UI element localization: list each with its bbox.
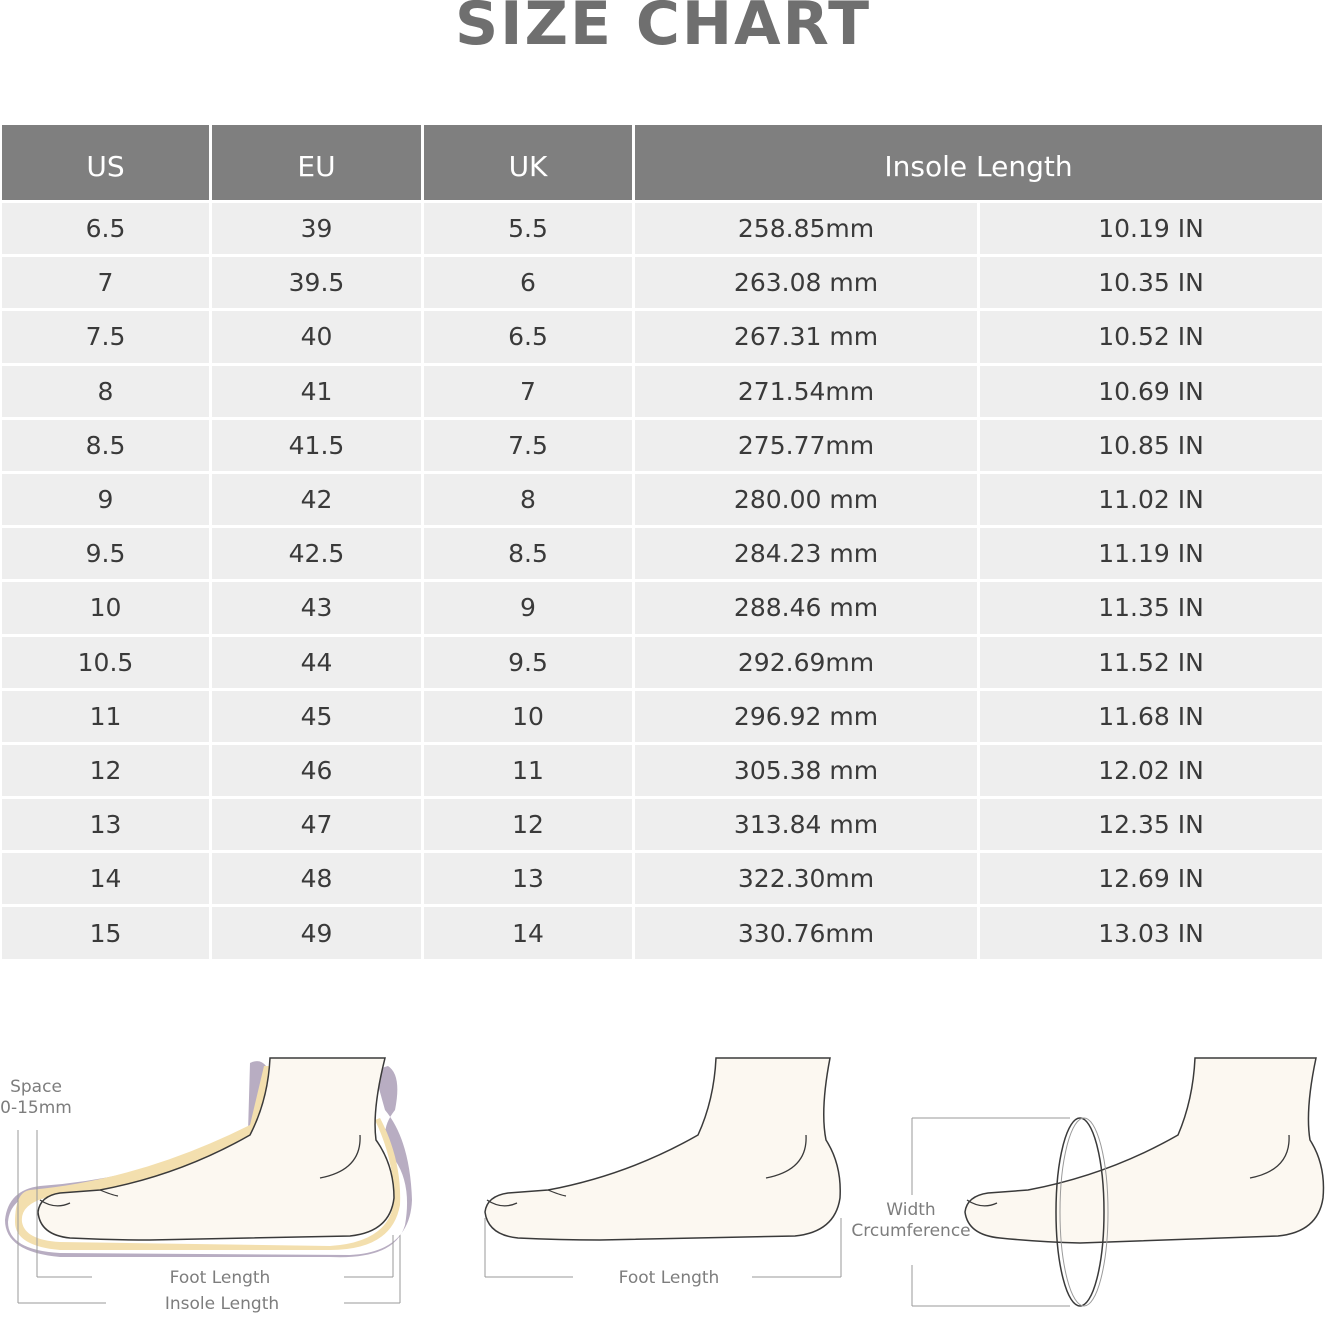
foot-length-label: Foot Length [169,1268,271,1288]
cell-eu: 43 [212,582,424,636]
cell-us: 7.5 [2,311,212,365]
cell-eu: 45 [212,691,424,745]
table-row [2,799,1322,853]
cell-us: 12 [2,745,212,799]
page-title: SIZE CHART [454,0,872,59]
table-row [2,474,1322,528]
cell-mm: 271.54mm [635,366,980,420]
cell-eu: 47 [212,799,424,853]
cell-mm: 263.08 mm [635,257,980,311]
cell-mm: 275.77mm [635,420,980,474]
cell-uk: 13 [424,853,635,907]
cell-mm: 258.85mm [635,203,980,257]
cell-eu: 41 [212,366,424,420]
header-uk: UK [424,125,635,203]
cell-in: 12.35 IN [980,799,1322,853]
cell-uk: 5.5 [424,203,635,257]
cell-uk: 10 [424,691,635,745]
cell-uk: 7 [424,366,635,420]
cell-in: 12.69 IN [980,853,1322,907]
table-row [2,203,1322,257]
cell-eu: 49 [212,907,424,961]
width-illustration [912,1058,1323,1306]
cell-eu: 42.5 [212,528,424,582]
table-row [2,311,1322,365]
cell-us: 8.5 [2,420,212,474]
cell-in: 11.68 IN [980,691,1322,745]
cell-us: 14 [2,853,212,907]
table-row [2,528,1322,582]
cell-mm: 288.46 mm [635,582,980,636]
foot-2 [485,1058,840,1240]
cell-in: 11.02 IN [980,474,1322,528]
cell-us: 9.5 [2,528,212,582]
cell-uk: 11 [424,745,635,799]
cell-mm: 280.00 mm [635,474,980,528]
cell-in: 11.35 IN [980,582,1322,636]
insole-illustration [5,1058,412,1303]
foot-length-label-2: Foot Length [618,1268,720,1288]
cell-mm: 292.69mm [635,637,980,691]
cell-eu: 42 [212,474,424,528]
table-row [2,691,1322,745]
cell-eu: 46 [212,745,424,799]
cell-eu: 39 [212,203,424,257]
cell-uk: 6 [424,257,635,311]
table-row [2,853,1322,907]
table-row [2,637,1322,691]
cell-us: 6.5 [2,203,212,257]
cell-mm: 296.92 mm [635,691,980,745]
table-row [2,366,1322,420]
cell-us: 15 [2,907,212,961]
cell-uk: 8 [424,474,635,528]
cell-mm: 330.76mm [635,907,980,961]
cell-eu: 40 [212,311,424,365]
cell-in: 10.19 IN [980,203,1322,257]
table-body [2,203,1322,962]
cell-mm: 284.23 mm [635,528,980,582]
foot-3 [965,1058,1323,1243]
insole-length-label: Insole Length [164,1294,280,1314]
cell-uk: 6.5 [424,311,635,365]
cell-in: 10.52 IN [980,311,1322,365]
cell-us: 10.5 [2,637,212,691]
cell-in: 10.85 IN [980,420,1322,474]
cell-in: 11.19 IN [980,528,1322,582]
space-label: Space 0-15mm [0,1077,72,1118]
cell-mm: 313.84 mm [635,799,980,853]
cell-in: 10.69 IN [980,366,1322,420]
cell-in: 11.52 IN [980,637,1322,691]
cell-in: 13.03 IN [980,907,1322,961]
cell-eu: 41.5 [212,420,424,474]
cell-uk: 14 [424,907,635,961]
cell-uk: 9.5 [424,637,635,691]
cell-eu: 39.5 [212,257,424,311]
size-table [2,125,1322,962]
cell-mm: 322.30mm [635,853,980,907]
cell-mm: 267.31 mm [635,311,980,365]
cell-us: 10 [2,582,212,636]
cell-us: 8 [2,366,212,420]
cell-uk: 8.5 [424,528,635,582]
cell-us: 9 [2,474,212,528]
table-row [2,907,1322,961]
header-insole-length: Insole Length [635,125,1322,203]
cell-us: 7 [2,257,212,311]
header-us: US [2,125,212,203]
cell-eu: 44 [212,637,424,691]
cell-uk: 9 [424,582,635,636]
width-circumference-label: Width Crcumference [851,1200,971,1241]
header-eu: EU [212,125,424,203]
cell-mm: 305.38 mm [635,745,980,799]
table-row [2,745,1322,799]
table-row [2,420,1322,474]
cell-in: 12.02 IN [980,745,1322,799]
table-row [2,582,1322,636]
cell-uk: 12 [424,799,635,853]
cell-in: 10.35 IN [980,257,1322,311]
foot-illustrations [0,1040,1326,1317]
cell-eu: 48 [212,853,424,907]
cell-us: 11 [2,691,212,745]
table-header-row [2,125,1322,203]
table-row [2,257,1322,311]
cell-uk: 7.5 [424,420,635,474]
cell-us: 13 [2,799,212,853]
foot-length-illustration [485,1058,841,1277]
